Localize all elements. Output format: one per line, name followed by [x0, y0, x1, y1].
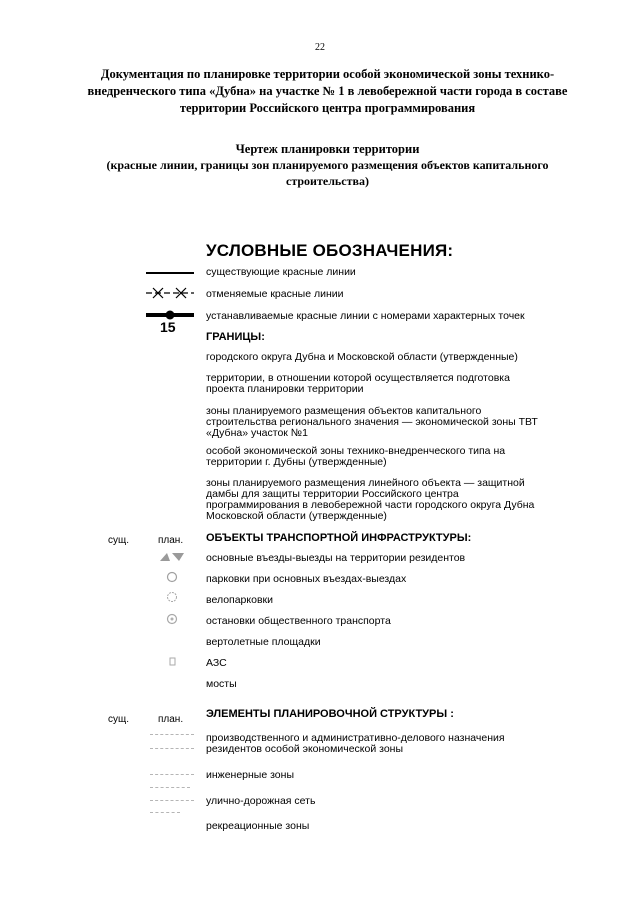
street-network-symbol	[150, 800, 194, 801]
document-title-line: территории Российского центра программирования	[179, 101, 476, 115]
engineering-zone-symbol	[150, 774, 194, 775]
transport-item-entries: основные въезды-выезды на территории резидентов	[206, 552, 466, 564]
structure-item-production: производственного и административно-делового назначения резидентов особой экономической зоны	[206, 732, 505, 755]
street-network-symbol	[150, 812, 180, 813]
drawing-subtitle-line: строительства)	[286, 174, 369, 188]
document-title	[60, 66, 595, 117]
document-title-line: Документация по планировке территории особой экономической зоны технико-	[100, 67, 555, 81]
structure-heading	[206, 708, 454, 720]
production-zone-symbol	[150, 748, 194, 749]
boundary-linear-object: зоны планируемого размещения линейного объекта — защитной дамбы для защиты территории Российского центра программирования в левобережной части городского округа Дубна Московской области (утвержденные)	[206, 477, 535, 522]
engineering-zone-symbol	[150, 787, 190, 788]
column-planned-label: план.	[158, 714, 184, 725]
transport-item-parking: парковки при основных въездах-выездах	[206, 573, 407, 585]
structure-item-recreation: рекреационные зоны	[206, 820, 310, 832]
transport-item-bus-stops: остановки общественного транспорта	[206, 615, 391, 627]
transport-heading: ОБЪЕКТЫ ТРАНСПОРТНОЙ ИНФРАСТРУКТУРЫ:	[206, 532, 472, 544]
existing-red-line-symbol	[146, 272, 194, 274]
bus-stop-icon	[164, 612, 180, 626]
column-planned-label: план.	[158, 535, 184, 546]
boundary-project-territory: территории, в отношении которой осуществляется подготовка проекта планировки территории	[206, 372, 510, 395]
cancelled-red-lines-label: отменяемые красные линии	[206, 288, 344, 300]
column-existing-label: сущ.	[108, 535, 130, 546]
transport-item-gas-station: АЗС	[206, 657, 227, 669]
parking-icon	[164, 570, 180, 584]
existing-red-lines-label: существующие красные линии	[206, 266, 356, 278]
bicycle-parking-icon	[164, 590, 180, 604]
boundary-special-economic-zone: особой экономической зоны технико-внедренческого типа на территории г. Дубны (утвержденные)	[206, 445, 506, 468]
transport-item-helipads: вертолетные площадки	[206, 636, 321, 648]
established-red-lines-label: устанавливаемые красные линии с номерами характерных точек	[206, 310, 525, 322]
page-number: 22	[315, 42, 325, 53]
gas-station-icon	[166, 654, 180, 668]
document-title-line: внедренческого типа «Дубна» на участке № 1 в левобережной части города в составе	[87, 84, 568, 98]
drawing-subtitle	[60, 157, 595, 189]
boundary-city-district: городского округа Дубна и Московской области (утвержденные)	[206, 351, 518, 363]
column-existing-label: сущ.	[108, 714, 130, 725]
structure-item-engineering: инженерные зоны	[206, 769, 294, 781]
cancelled-red-line-symbol	[144, 286, 196, 300]
transport-item-bridges: мосты	[206, 678, 237, 690]
structure-heading-suffix: :	[450, 708, 454, 720]
entry-exit-arrows-icon	[158, 550, 186, 564]
structure-item-streets: улично-дорожная сеть	[206, 795, 316, 807]
production-zone-symbol	[150, 734, 194, 735]
drawing-title: Чертеж планировки территории	[235, 142, 420, 156]
boundary-regional-zone: зоны планируемого размещения объектов капитального строительства регионального значения — экономической зоны ТВТ «Дубна» участок №1	[206, 405, 538, 439]
boundaries-heading: ГРАНИЦЫ:	[206, 331, 265, 343]
structure-heading-text: ЭЛЕМЕНТЫ ПЛАНИРОВОЧНОЙ СТРУКТУРЫ	[206, 708, 448, 720]
point-number-label: 15	[160, 319, 176, 335]
legend-heading: УСЛОВНЫЕ ОБОЗНАЧЕНИЯ:	[206, 241, 454, 260]
transport-item-bicycle: велопарковки	[206, 594, 273, 606]
drawing-subtitle-line: (красные линии, границы зон планируемого размещения объектов капитального	[106, 158, 549, 172]
